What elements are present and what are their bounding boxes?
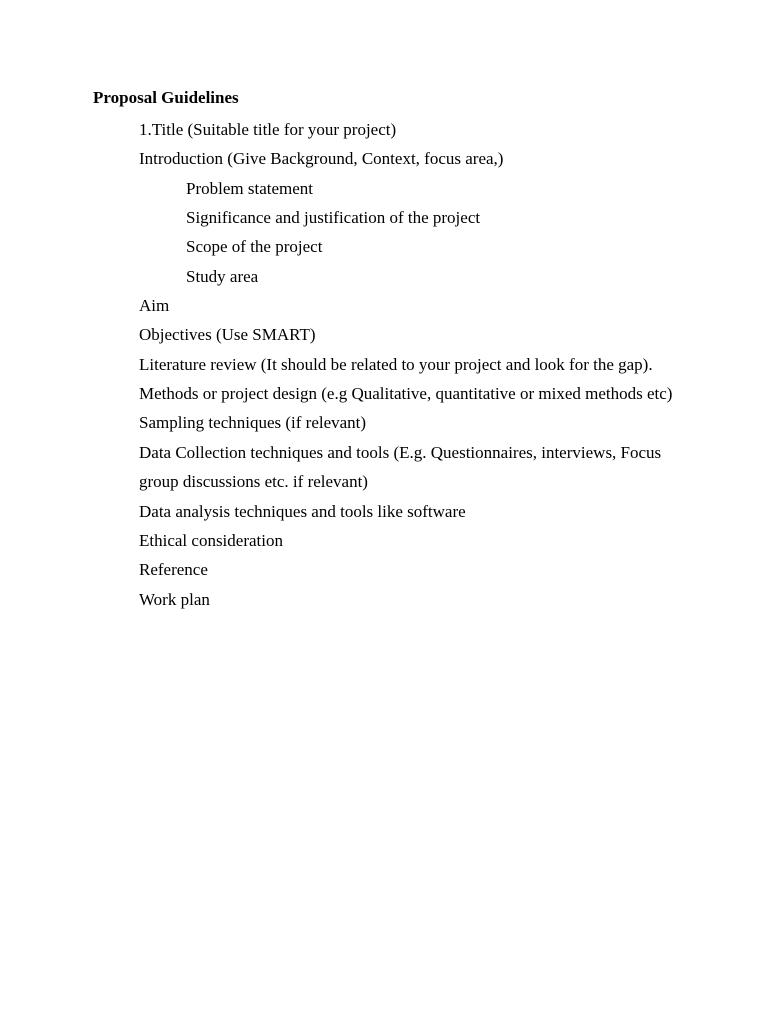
guideline-problem-statement: Problem statement [186, 179, 314, 198]
guideline-scope: Scope of the project [186, 237, 323, 256]
guideline-title: 1.Title (Suitable title for your project) [139, 120, 397, 139]
guideline-ethical: Ethical consideration [139, 531, 283, 550]
guideline-significance: Significance and justification of the project [186, 208, 481, 227]
document-heading: Proposal Guidelines [93, 88, 239, 107]
guideline-data-analysis: Data analysis techniques and tools like software [139, 502, 466, 521]
guideline-work-plan: Work plan [139, 590, 210, 609]
guideline-data-collection-cont: group discussions etc. if relevant) [139, 472, 368, 491]
guideline-introduction: Introduction (Give Background, Context, focus area,) [139, 149, 504, 168]
guideline-sampling: Sampling techniques (if relevant) [139, 413, 367, 432]
guideline-methods: Methods or project design (e.g Qualitative, quantitative or mixed methods etc) [139, 384, 673, 403]
guideline-data-collection: Data Collection techniques and tools (E.g. Questionnaires, interviews, Focus [139, 443, 662, 462]
guideline-study-area: Study area [186, 267, 259, 286]
guideline-reference: Reference [139, 560, 208, 579]
guideline-aim: Aim [139, 296, 170, 315]
guideline-literature-review: Literature review (It should be related to your project and look for the gap). [139, 355, 653, 374]
guideline-objectives: Objectives (Use SMART) [139, 325, 316, 344]
